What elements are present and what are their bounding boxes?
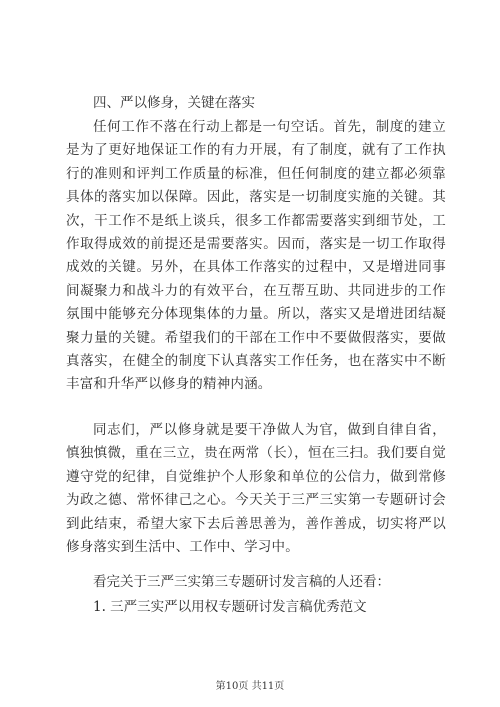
related-articles-title: 看完关于三严三实第三专题研讨发言稿的人还看：: [93, 574, 390, 590]
related-article-link[interactable]: 1. 三严三实严以用权专题研讨发言稿优秀范文: [93, 599, 367, 615]
body-paragraph: 同志们，严以修身就是要干净做人为官，做到自律自省，慎独慎微，重在三立，贵在两常（长），恒在三扫。我们要自觉遵守党的纪律，自觉维护个人形象和单位的公信力，做到常修为政之德、常怀律己之心。今天关于三严三实第一专题研讨会到此结束，希望大家下去后善思善为，善作善成，切实将严以修身落实到生活中、工作中、学习中。: [66, 422, 446, 556]
section-heading: 四、严以修身，关键在落实: [93, 95, 255, 111]
page-footer: 第10页 共11页: [215, 681, 285, 692]
body-paragraph: 任何工作不落在行动上都是一句空话。首先，制度的建立是为了更好地保证工作的有力开展，有了制度，就有了工作执行的准则和评判工作质量的标准，但任何制度的建立都必须靠具体的落实加以保障。因此，落实是一切制度实施的关键。其次，干工作不是纸上谈兵，很多工作都需要落实到细节处，工作取得成效的前提还是需要落实。因而，落实是一切工作取得成效的关键。另外，在具体工作落实的过程中，又是增进同事间凝聚力和战斗力的有效平台，在互帮互助、共同进步的工作氛围中能够充分体现集体的力量。所以，落实又是增进团结凝聚力量的关键。希望我们的干部在工作中不要做假落实，要做真落实，在健全的制度下认真落实工作任务，也在落实中不断丰富和升华严以修身的精神内涵。: [66, 119, 446, 393]
